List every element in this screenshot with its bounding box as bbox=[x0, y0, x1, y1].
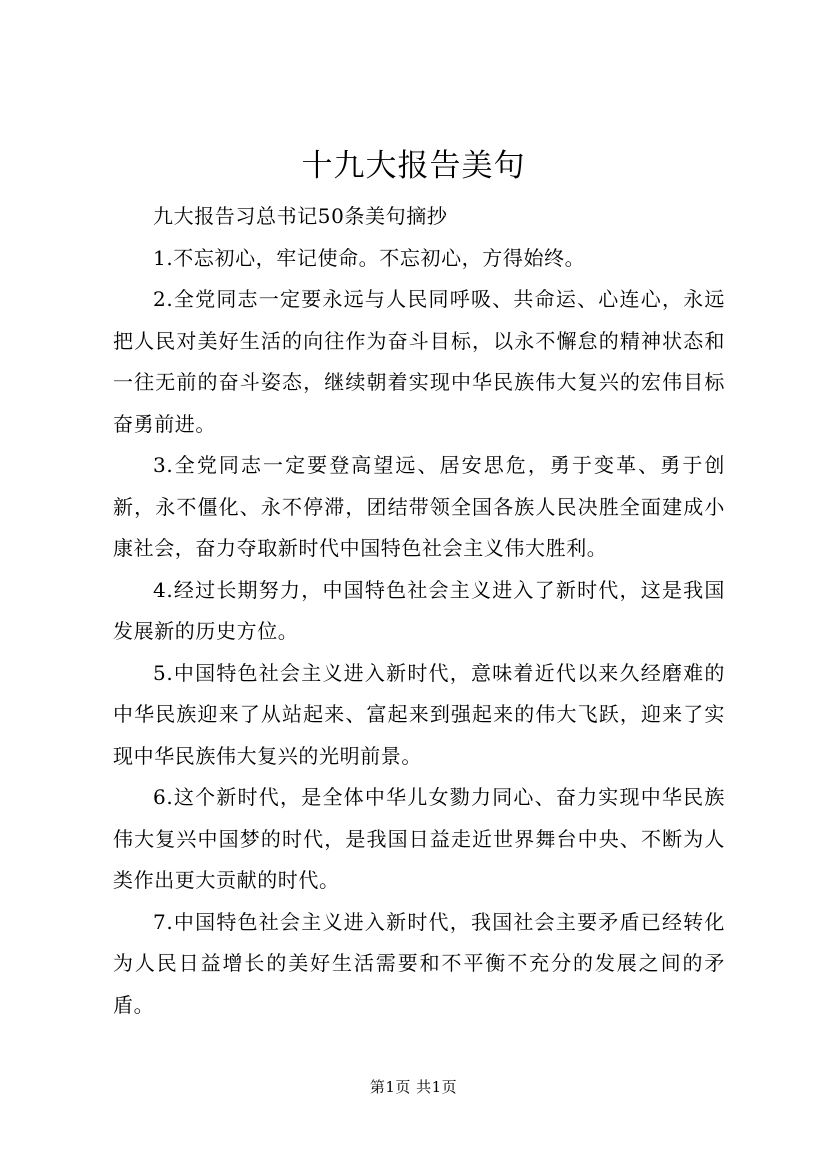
document-title: 十九大报告美句 bbox=[301, 148, 526, 184]
paragraph-3: 3.全党同志一定要登高望远、居安思危，勇于变革、勇于创新，永不僵化、永不停滞，团结带领全国各族人民决胜全面建成小康社会，奋力夺取新时代中国特色社会主义伟大胜利。 bbox=[113, 453, 725, 560]
document-body bbox=[113, 196, 725, 1026]
subtitle-paragraph: 九大报告习总书记50条美句摘抄 bbox=[153, 204, 448, 228]
paragraph-4: 4.经过长期努力，中国特色社会主义进入了新时代，这是我国发展新的历史方位。 bbox=[113, 577, 725, 643]
paragraph-7: 7.中国特色社会主义进入新时代，我国社会主要矛盾已经转化为人民日益增长的美好生活需要和不平衡不充分的发展之间的矛盾。 bbox=[113, 909, 725, 1017]
paragraph-2: 2.全党同志一定要永远与人民同呼吸、共命运、心连心，永远把人民对美好生活的向往作为奋斗目标，以永不懈怠的精神状态和一往无前的奋斗姿态，继续朝着实现中华民族伟大复兴的宏伟目标奋勇前进。 bbox=[113, 287, 725, 436]
paragraph-6: 6.这个新时代，是全体中华儿女勠力同心、奋力实现中华民族伟大复兴中国梦的时代，是我国日益走近世界舞台中央、不断为人类作出更大贡献的时代。 bbox=[113, 785, 725, 892]
paragraph-1: 1.不忘初心，牢记使命。不忘初心，方得始终。 bbox=[153, 245, 586, 270]
paragraph-5: 5.中国特色社会主义进入新时代，意味着近代以来久经磨难的中华民族迎来了从站起来、富起来到强起来的伟大飞跃，迎来了实现中华民族伟大复兴的光明前景。 bbox=[113, 660, 725, 768]
page-footer: 第1页 共1页 bbox=[369, 1078, 458, 1096]
